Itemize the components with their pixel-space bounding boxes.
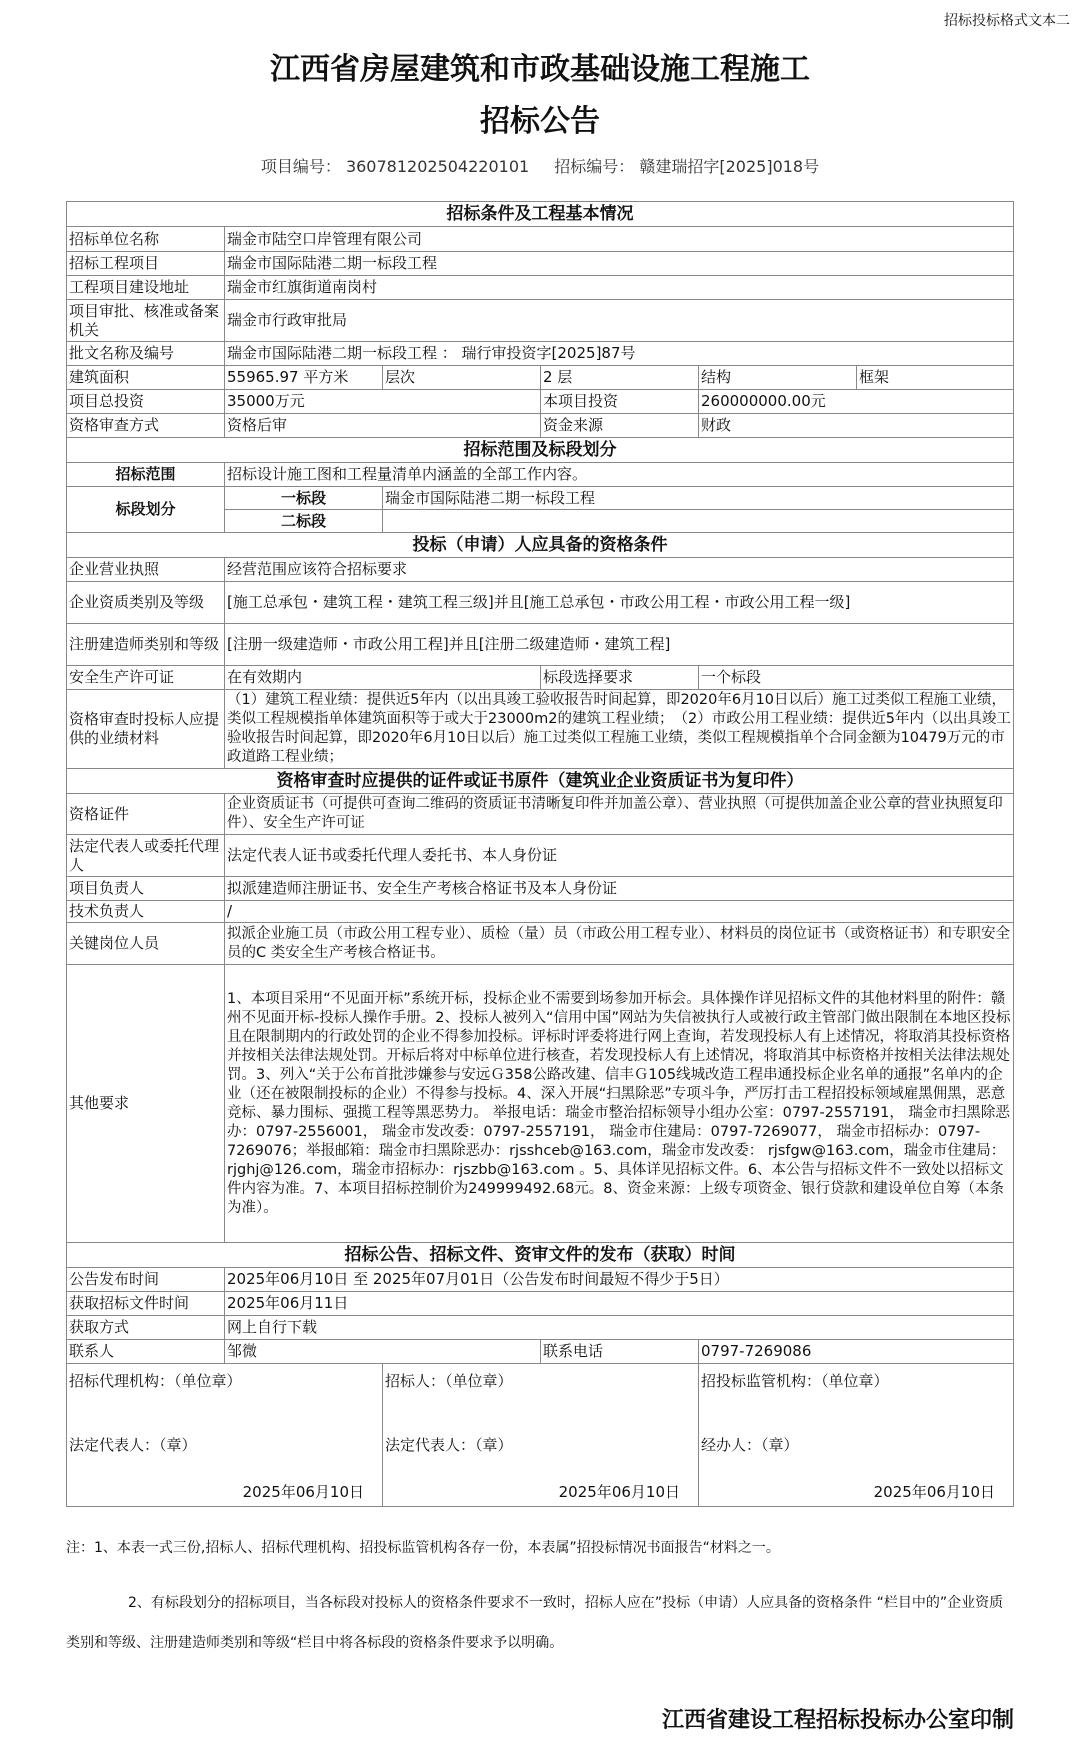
field-label: 项目总投资: [67, 390, 225, 414]
field-label: 层次: [383, 366, 541, 390]
field-label: 技术负责人: [67, 901, 225, 923]
agent-signature-box: [67, 1364, 383, 1507]
field-value: 法定代表人证书或委托代理人委托书、本人身份证: [225, 835, 1014, 877]
field-value: [注册一级建造师・市政公用工程]并且[注册二级建造师・建筑工程]: [225, 624, 1014, 666]
lot-value: [383, 510, 1014, 533]
field-value: 网上自行下载: [225, 1316, 1014, 1340]
agent-seal-label: 招标代理机构：（单位章）: [69, 1372, 242, 1390]
field-value: 2 层: [541, 366, 699, 390]
field-value: 拟派企业施工员（市政公用工程专业）、质检（量）员（市政公用工程专业）、材料员的岗位证书（或资格证书）和专职安全员的C 类安全生产考核合格证书。: [225, 923, 1014, 965]
field-value: 瑞金市红旗街道南岗村: [225, 276, 1014, 300]
field-value: 邹微: [225, 1340, 541, 1364]
field-value: 260000000.00元: [699, 390, 1014, 414]
field-label: 获取招标文件时间: [67, 1292, 225, 1316]
sign-date: 2025年06月10日: [873, 1483, 995, 1501]
field-value: 企业资质证书（可提供可查询二维码的资质证书清晰复印件并加盖公章）、营业执照（可提供加盖企业公章的营业执照复印件）、安全生产许可证: [225, 794, 1014, 835]
field-label: 企业营业执照: [67, 558, 225, 582]
field-value: 55965.97 平方米: [225, 366, 383, 390]
field-value: 财政: [699, 414, 1014, 438]
note-1: 注：1、本表一式三份,招标人、招标代理机构、招投标监管机构各存一份，本表属”招投标情况书面报告“材料之一。: [66, 1540, 780, 1556]
field-label: 资格审查方式: [67, 414, 225, 438]
field-label: 结构: [699, 366, 857, 390]
field-value: 经营范围应该符合招标要求: [225, 558, 1014, 582]
page-title: 江西省房屋建筑和市政基础设施工程施工: [270, 52, 810, 87]
sign-date: 2025年06月10日: [558, 1483, 680, 1501]
section-header: 招标公告、招标文件、资审文件的发布（获取）时间: [67, 1243, 1014, 1268]
field-value: 一个标段: [699, 666, 1014, 690]
lot-label: 一标段: [225, 487, 383, 510]
field-label: 建筑面积: [67, 366, 225, 390]
lot-value: 瑞金市国际陆港二期一标段工程: [383, 487, 1014, 510]
tenderer-seal-label: 招标人：（单位章）: [385, 1372, 513, 1390]
field-label: 本项目投资: [541, 390, 699, 414]
field-value: /: [225, 901, 1014, 923]
field-label: 企业资质类别及等级: [67, 582, 225, 624]
footer-printer: 江西省建设工程招标投标办公室印制: [661, 1708, 1014, 1733]
field-value: 瑞金市陆空口岸管理有限公司: [225, 227, 1014, 252]
field-value: [施工总承包・建筑工程・建筑工程三级]并且[施工总承包・市政公用工程・市政公用工程一级]: [225, 582, 1014, 624]
field-label: 批文名称及编号: [67, 342, 225, 366]
tenderer-signature-box: [383, 1364, 699, 1507]
field-value: 2025年06月10日 至 2025年07月01日（公告发布时间最短不得少于5日）: [225, 1268, 1014, 1292]
field-value: 0797-7269086: [699, 1340, 1014, 1364]
note-2: 2、有标段划分的招标项目，当各标段对投标人的资格条件要求不一致时，招标人应在”投标（申请）人应具备的资格条件 “栏目中的”企业资质类别和等级、注册建造师类别和等级“栏目中将各标段的资格条件要求予以明确。: [66, 1595, 1004, 1651]
field-label: 资金来源: [541, 414, 699, 438]
section-header: 招标范围及标段划分: [67, 438, 1014, 463]
tender-code: 招标编号： 赣建瑞招字[2025]018号: [554, 157, 820, 176]
field-value: 瑞金市国际陆港二期一标段工程: [225, 252, 1014, 276]
field-label: 招标范围: [67, 463, 225, 487]
lot-label: 二标段: [225, 510, 383, 533]
field-label: 资格审查时投标人应提供的业绩材料: [67, 690, 225, 769]
field-value: 瑞金市国际陆港二期一标段工程 ： 瑞行审投资字[2025]87号: [225, 342, 1014, 366]
field-value: 35000万元: [225, 390, 541, 414]
field-value: 2025年06月11日: [225, 1292, 1014, 1316]
field-label: 标段划分: [67, 487, 225, 533]
field-label: 其他要求: [67, 965, 225, 1243]
field-label: 项目审批、核准或备案机关: [67, 300, 225, 342]
project-code: 项目编号： 360781202504220101: [260, 157, 530, 176]
field-label: 法定代表人或委托代理人: [67, 835, 225, 877]
field-label: 联系人: [67, 1340, 225, 1364]
field-label: 关键岗位人员: [67, 923, 225, 965]
legal-rep-label: 法定代表人：（章）: [69, 1436, 197, 1454]
section-header: 招标条件及工程基本情况: [67, 202, 1014, 227]
field-value: 瑞金市行政审批局: [225, 300, 1014, 342]
field-label: 项目负责人: [67, 877, 225, 901]
section-header: 投标（申请）人应具备的资格条件: [67, 533, 1014, 558]
field-label: 安全生产许可证: [67, 666, 225, 690]
field-value: 资格后审: [225, 414, 541, 438]
legal-rep-label: 法定代表人：（章）: [385, 1436, 513, 1454]
handler-label: 经办人：（章）: [701, 1436, 799, 1454]
form-tag: 招标投标格式文本二: [944, 13, 1070, 29]
section-header: 资格审查时应提供的证件或证书原件（建筑业企业资质证书为复印件）: [67, 769, 1014, 794]
sign-date: 2025年06月10日: [242, 1483, 364, 1501]
supervisor-seal-label: 招投标监管机构：（单位章）: [701, 1372, 889, 1390]
field-label: 工程项目建设地址: [67, 276, 225, 300]
field-label: 资格证件: [67, 794, 225, 835]
page-subtitle: 招标公告: [480, 104, 600, 139]
field-label: 公告发布时间: [67, 1268, 225, 1292]
field-label: 获取方式: [67, 1316, 225, 1340]
field-label: 招标单位名称: [67, 227, 225, 252]
field-value: （1）建筑工程业绩：提供近5年内（以出具竣工验收报告时间起算，即2020年6月10日以后）施工过类似工程施工业绩，类似工程规模指单体建筑面积等于或大于23000m2的建筑工程业绩； （2）市政公用工程业绩：提供近5年内（以出具竣工验收报告时间起算，即2020年6月10日以后）施工过类似工程施工业绩，类似工程规模指单个合同金额为10479万元的市政道路工程业绩；: [225, 690, 1014, 769]
field-label: 联系电话: [541, 1340, 699, 1364]
field-label: 标段选择要求: [541, 666, 699, 690]
field-value: 1、本项目采用“不见面开标”系统开标，投标企业不需要到场参加开标会。具体操作详见招标文件的其他材料里的附件：赣州不见面开标-投标人操作手册。2、投标人被列入“信用中国”网站为失信被执行人或被行政主管部门做出限制在本地区投标且在限制期内的行政处罚的企业不得参加投标。评标时评委将进行网上查询，若发现投标人有上述情况，将取消其投标资格并按相关法律法规处罚。开标后将对中标单位进行核查，若发现投标人有上述情况，将取消其中标资格并按相关法律法规处罚。3、列入“关于公布首批涉嫌参与安远Ｇ358公路改建、信丰Ｇ105线城改造工程串通投标企业名单的通报”名单内的企业（还在被限制投标的企业）不得参与投标。4、深入开展“扫黑除恶”专项斗争，严厉打击工程招投标领域雇黑佣黑，恶意竞标、暴力围标、强揽工程等黑恶势力。 举报电话：瑞金市整治招标领导小组办公室：0797-2557191， 瑞金市扫黑除恶办：0797-2556001， 瑞金市发改委：0797-2557191， 瑞金市住建局：0797-7269077， 瑞金市招标办：0797-7269076；举报邮箱：瑞金市扫黑除恶办：rjsshceb@163.com，瑞金市发改委： rjsfgw@163.com，瑞金市住建局：rjghj@126.com，瑞金市招标办：rjszbb@163.com 。5、具体详见招标文件。6、本公告与招标文件不一致处以招标文件内容为准。7、本项目招标控制价为249999492.68元。8、资金来源：上级专项资金、银行贷款和建设单位自筹（本条为准）。: [225, 965, 1014, 1243]
field-value: 框架: [857, 366, 1014, 390]
notice-table: [66, 201, 1014, 1507]
field-value: 招标设计施工图和工程量清单内涵盖的全部工作内容。: [225, 463, 1014, 487]
field-label: 招标工程项目: [67, 252, 225, 276]
supervisor-signature-box: [699, 1364, 1014, 1507]
codes-line: [0, 154, 1080, 177]
field-value: 在有效期内: [225, 666, 541, 690]
field-value: 拟派建造师注册证书、安全生产考核合格证书及本人身份证: [225, 877, 1014, 901]
field-label: 注册建造师类别和等级: [67, 624, 225, 666]
